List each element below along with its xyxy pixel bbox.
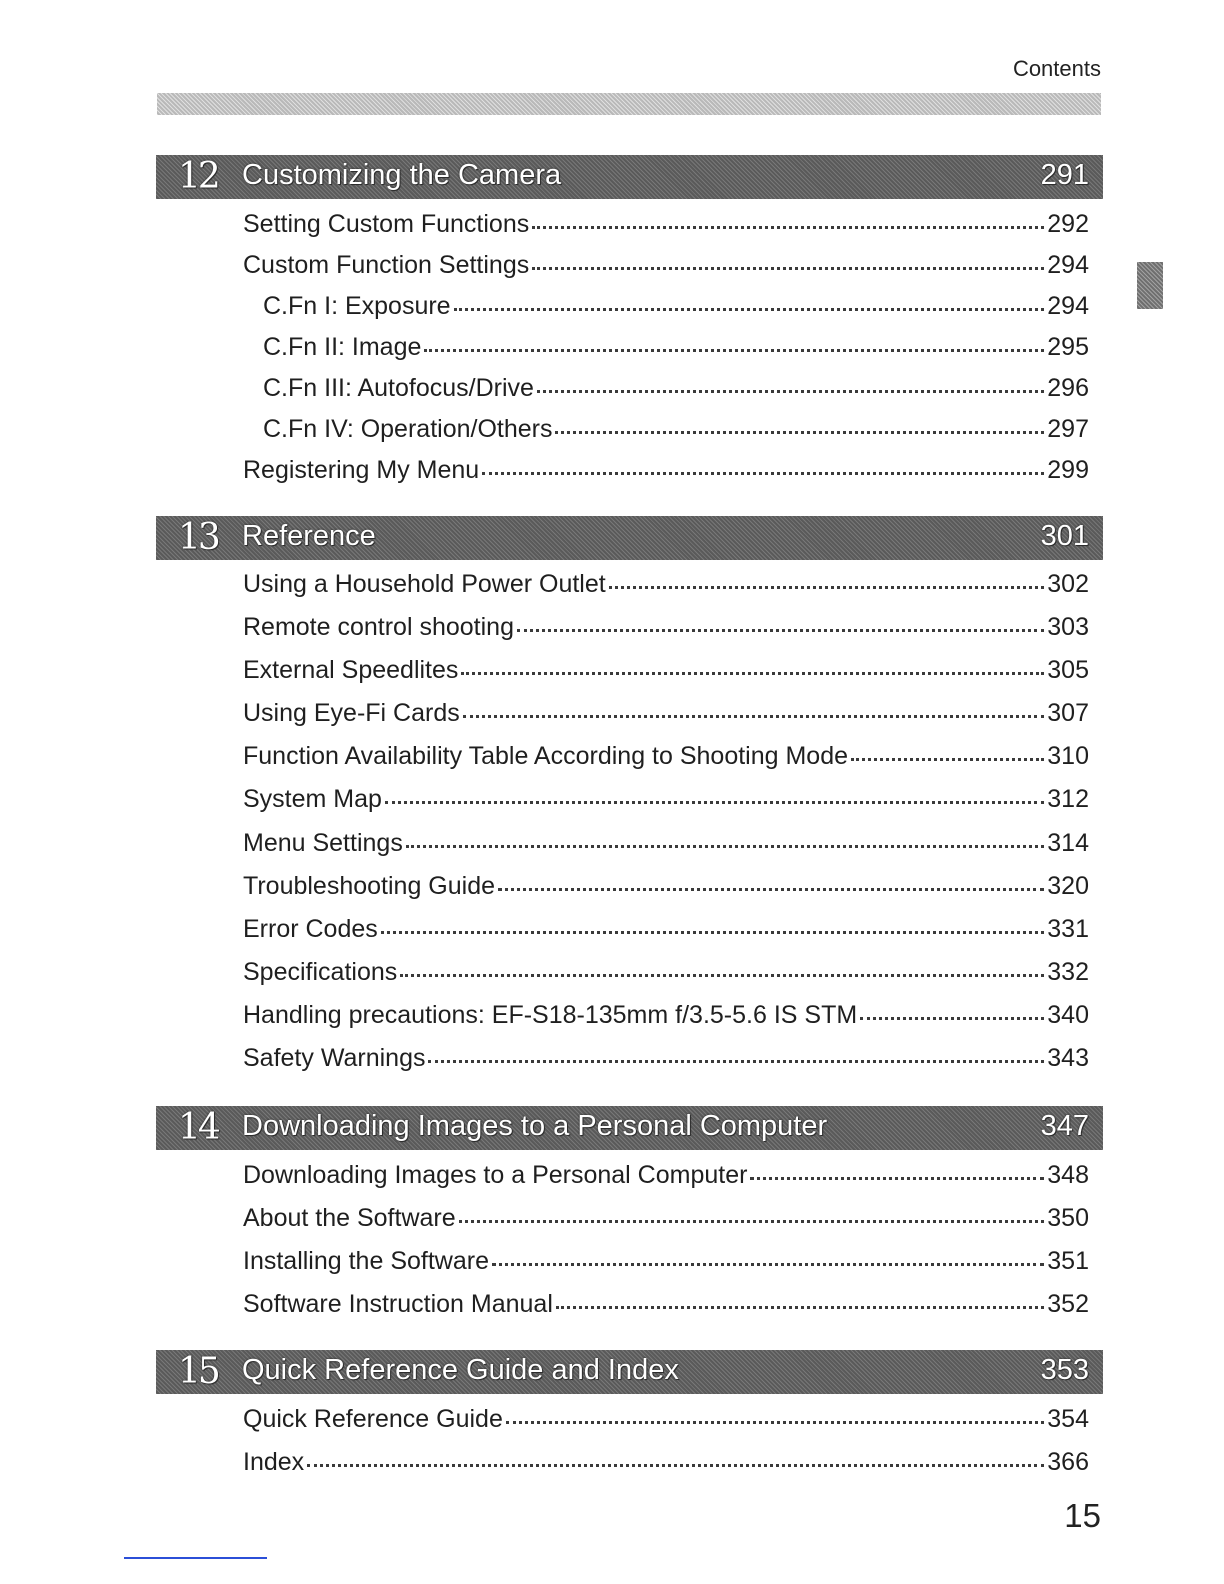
chapter-page: 291 (1040, 159, 1089, 191)
chapter-page: 347 (1040, 1110, 1089, 1142)
leader-dots (400, 973, 1044, 977)
toc-entry-page: 294 (1047, 292, 1089, 320)
toc-entry-page: 340 (1047, 1000, 1089, 1029)
toc-entry-page: 297 (1047, 415, 1089, 443)
chapter-heading-12[interactable] (156, 155, 1103, 199)
leader-dots (454, 307, 1045, 311)
chapter-page: 353 (1040, 1354, 1089, 1386)
chapter-heading-13[interactable] (156, 516, 1103, 560)
leader-dots (307, 1463, 1044, 1467)
toc-entry-label: Specifications (243, 957, 398, 986)
toc-entry-page: 348 (1047, 1161, 1089, 1189)
leader-dots (424, 348, 1044, 352)
toc-entry[interactable] (243, 699, 1089, 742)
toc-entry-page: 294 (1047, 251, 1089, 279)
toc-entry[interactable] (243, 1044, 1089, 1087)
toc-entry-label: Index (243, 1448, 305, 1476)
toc-entry[interactable] (243, 872, 1089, 915)
toc-entry[interactable] (243, 1001, 1089, 1044)
toc-entry-page: 354 (1047, 1405, 1089, 1433)
leader-dots (860, 1016, 1044, 1020)
toc-list-chapter-14 (243, 1161, 1089, 1333)
chapter-number: 12 (178, 156, 218, 197)
toc-entry-label: Function Availability Table According to Shooting Mode (243, 742, 849, 771)
toc-entry-page: 307 (1047, 699, 1089, 728)
chapter-heading-15[interactable] (156, 1350, 1103, 1394)
leader-dots (517, 628, 1044, 632)
leader-dots (537, 389, 1044, 393)
chapter-title: Downloading Images to a Personal Computer (242, 1110, 828, 1142)
toc-entry-page: 314 (1047, 828, 1089, 857)
chapter-number: 14 (178, 1107, 218, 1148)
toc-entry-label: Custom Function Settings (243, 251, 530, 279)
toc-entry[interactable] (243, 210, 1089, 251)
leader-dots (492, 1262, 1044, 1266)
toc-entry[interactable] (243, 829, 1089, 872)
toc-entry-label: C.Fn I: Exposure (263, 292, 451, 320)
toc-entry[interactable] (243, 613, 1089, 656)
toc-entry-page: 310 (1047, 742, 1089, 771)
toc-entry[interactable] (243, 1247, 1089, 1290)
toc-entry[interactable] (243, 1448, 1089, 1491)
toc-entry-page: 343 (1047, 1044, 1089, 1073)
toc-entry-label: Handling precautions: EF-S18-135mm f/3.5-5.6 IS STM (243, 1000, 858, 1029)
toc-entry-label: Menu Settings (243, 828, 403, 857)
toc-entry-page: 350 (1047, 1204, 1089, 1232)
toc-entry-label: Troubleshooting Guide (243, 871, 496, 900)
chapter-title: Quick Reference Guide and Index (242, 1354, 679, 1386)
toc-entry-page: 295 (1047, 333, 1089, 361)
toc-entry-page: 331 (1047, 914, 1089, 943)
running-head: Contents (1012, 56, 1101, 81)
toc-entry-page: 292 (1047, 210, 1089, 238)
toc-entry-page: 296 (1047, 374, 1089, 402)
toc-entry-label: System Map (243, 785, 382, 814)
toc-entry-label: C.Fn IV: Operation/Others (263, 415, 553, 443)
leader-dots (851, 757, 1044, 761)
toc-entry-page: 305 (1047, 656, 1089, 685)
leader-dots (406, 844, 1044, 848)
section-side-tab (1137, 262, 1163, 309)
leader-dots (506, 1420, 1044, 1424)
chapter-heading-14[interactable] (156, 1106, 1103, 1150)
toc-entry-label: Using a Household Power Outlet (243, 570, 606, 598)
leader-dots (555, 430, 1044, 434)
toc-entry[interactable] (243, 570, 1089, 613)
toc-entry-label: C.Fn II: Image (263, 333, 422, 361)
toc-entry-label: External Speedlites (243, 656, 459, 685)
toc-subentry[interactable] (243, 292, 1089, 333)
toc-entry-page: 303 (1047, 613, 1089, 642)
header-rule (157, 93, 1101, 115)
toc-entry-label: Software Instruction Manual (243, 1290, 553, 1318)
toc-entry-page: 366 (1047, 1448, 1089, 1476)
toc-entry[interactable] (243, 915, 1089, 958)
toc-entry[interactable] (243, 1161, 1089, 1204)
chapter-title: Reference (242, 520, 376, 552)
toc-entry-label: Setting Custom Functions (243, 210, 530, 238)
toc-entry-label: Installing the Software (243, 1247, 489, 1275)
toc-entry-page: 332 (1047, 957, 1089, 986)
leader-dots (498, 887, 1044, 891)
toc-entry-label: Quick Reference Guide (243, 1405, 503, 1433)
toc-list-chapter-12 (243, 210, 1089, 497)
chapter-title: Customizing the Camera (242, 159, 562, 191)
toc-entry[interactable] (243, 656, 1089, 699)
leader-dots (532, 225, 1044, 229)
leader-dots (750, 1176, 1044, 1180)
leader-dots (532, 266, 1044, 270)
leader-dots (461, 671, 1044, 675)
page-number: 15 (1064, 1497, 1101, 1534)
footer-rule (124, 1557, 267, 1559)
toc-subentry[interactable] (243, 374, 1089, 415)
toc-entry-label: Error Codes (243, 914, 378, 943)
leader-dots (463, 714, 1045, 718)
toc-entry[interactable] (243, 785, 1089, 828)
toc-entry[interactable] (243, 1204, 1089, 1247)
leader-dots (428, 1059, 1044, 1063)
toc-entry-page: 312 (1047, 785, 1089, 814)
toc-entry-label: Registering My Menu (243, 456, 480, 484)
toc-entry[interactable] (243, 958, 1089, 1001)
toc-entry[interactable] (243, 456, 1089, 497)
toc-entry-label: Safety Warnings (243, 1044, 426, 1073)
toc-entry-page: 320 (1047, 871, 1089, 900)
toc-entry-label: About the Software (243, 1204, 456, 1232)
chapter-number: 15 (178, 1351, 218, 1392)
leader-dots (609, 585, 1045, 589)
toc-entry-page: 352 (1047, 1290, 1089, 1318)
toc-entry-page: 302 (1047, 570, 1089, 598)
toc-list-chapter-13 (243, 570, 1089, 1087)
toc-entry-label: Using Eye-Fi Cards (243, 699, 460, 728)
toc-entry-label: C.Fn III: Autofocus/Drive (263, 374, 534, 402)
toc-entry[interactable] (243, 1290, 1089, 1333)
toc-entry-page: 351 (1047, 1247, 1089, 1275)
toc-subentry[interactable] (243, 415, 1089, 456)
leader-dots (482, 471, 1044, 475)
toc-entry-label: Remote control shooting (243, 613, 514, 642)
leader-dots (459, 1219, 1045, 1223)
toc-entry[interactable] (243, 251, 1089, 292)
leader-dots (556, 1305, 1044, 1309)
toc-entry[interactable] (243, 1405, 1089, 1448)
leader-dots (381, 930, 1045, 934)
chapter-number: 13 (178, 517, 218, 558)
toc-subentry[interactable] (243, 333, 1089, 374)
toc-entry-page: 299 (1047, 456, 1089, 484)
toc-entry-label: Downloading Images to a Personal Computer (243, 1161, 748, 1189)
toc-list-chapter-15 (243, 1405, 1089, 1491)
leader-dots (385, 800, 1044, 804)
chapter-page: 301 (1040, 520, 1089, 552)
toc-entry[interactable] (243, 742, 1089, 785)
